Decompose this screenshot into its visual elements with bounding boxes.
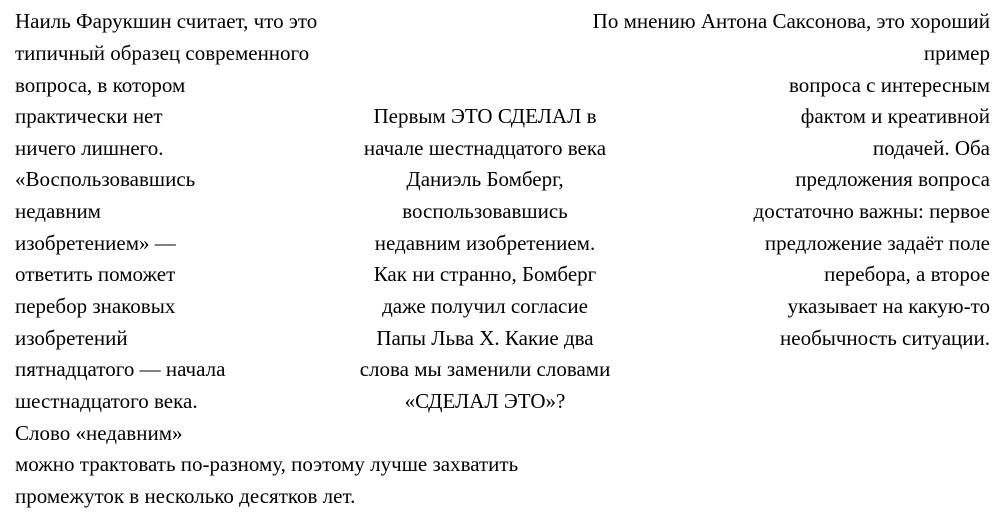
right-line: предложение задаёт поле: [764, 231, 990, 255]
left-line: «Воспользовавшись: [15, 167, 196, 191]
right-line: фактом и креативной: [800, 104, 990, 128]
left-line: изобретением» —: [15, 231, 176, 255]
question-line: воспользовавшись: [402, 199, 568, 223]
right-line: указывает на какую-то: [787, 294, 990, 318]
left-line: изобретений: [15, 326, 128, 350]
question-line: Как ни странно, Бомберг: [373, 262, 597, 286]
left-line: промежуток в несколько десятков лет.: [15, 484, 356, 508]
left-line: Наиль Фарукшин считает, что это: [15, 9, 318, 33]
right-line: По мнению Антона Саксонова, это хороший: [592, 9, 990, 33]
question-line: Первым ЭТО СДЕЛАЛ в: [373, 104, 597, 128]
right-line: подачей. Оба: [872, 136, 990, 160]
left-line: Слово «недавним»: [15, 421, 183, 445]
left-line: можно трактовать по-разному, поэтому лучше захватить: [15, 452, 519, 476]
right-line: предложения вопроса: [795, 167, 990, 191]
left-line: шестнадцатого века.: [15, 389, 198, 413]
left-line: ничего лишнего.: [15, 136, 164, 160]
question-line: Даниэль Бомберг,: [406, 167, 564, 191]
right-line: пример: [923, 41, 990, 65]
question-line: слова мы заменили словами: [359, 357, 611, 381]
question-line: Папы Льва X. Какие два: [376, 326, 594, 350]
left-line: практически нет: [15, 104, 163, 128]
right-line: достаточно важны: первое: [753, 199, 990, 223]
left-line: недавним: [15, 199, 101, 223]
left-line: типичный образец современного: [15, 41, 310, 65]
question-line: даже получил согласие: [382, 294, 588, 318]
left-line: пятнадцатого — начала: [15, 357, 226, 381]
question-line: «СДЕЛАЛ ЭТО»?: [404, 389, 566, 413]
right-line: вопроса с интересным: [788, 73, 990, 97]
question-line: недавним изобретением.: [374, 231, 596, 255]
right-line: перебора, а второе: [824, 262, 990, 286]
question-line: начале шестнадцатого века: [363, 136, 607, 160]
left-line: вопроса, в котором: [15, 73, 186, 97]
right-line: необычность ситуации.: [780, 326, 990, 350]
left-line: ответить поможет: [15, 262, 176, 286]
left-line: перебор знаковых: [15, 294, 176, 318]
